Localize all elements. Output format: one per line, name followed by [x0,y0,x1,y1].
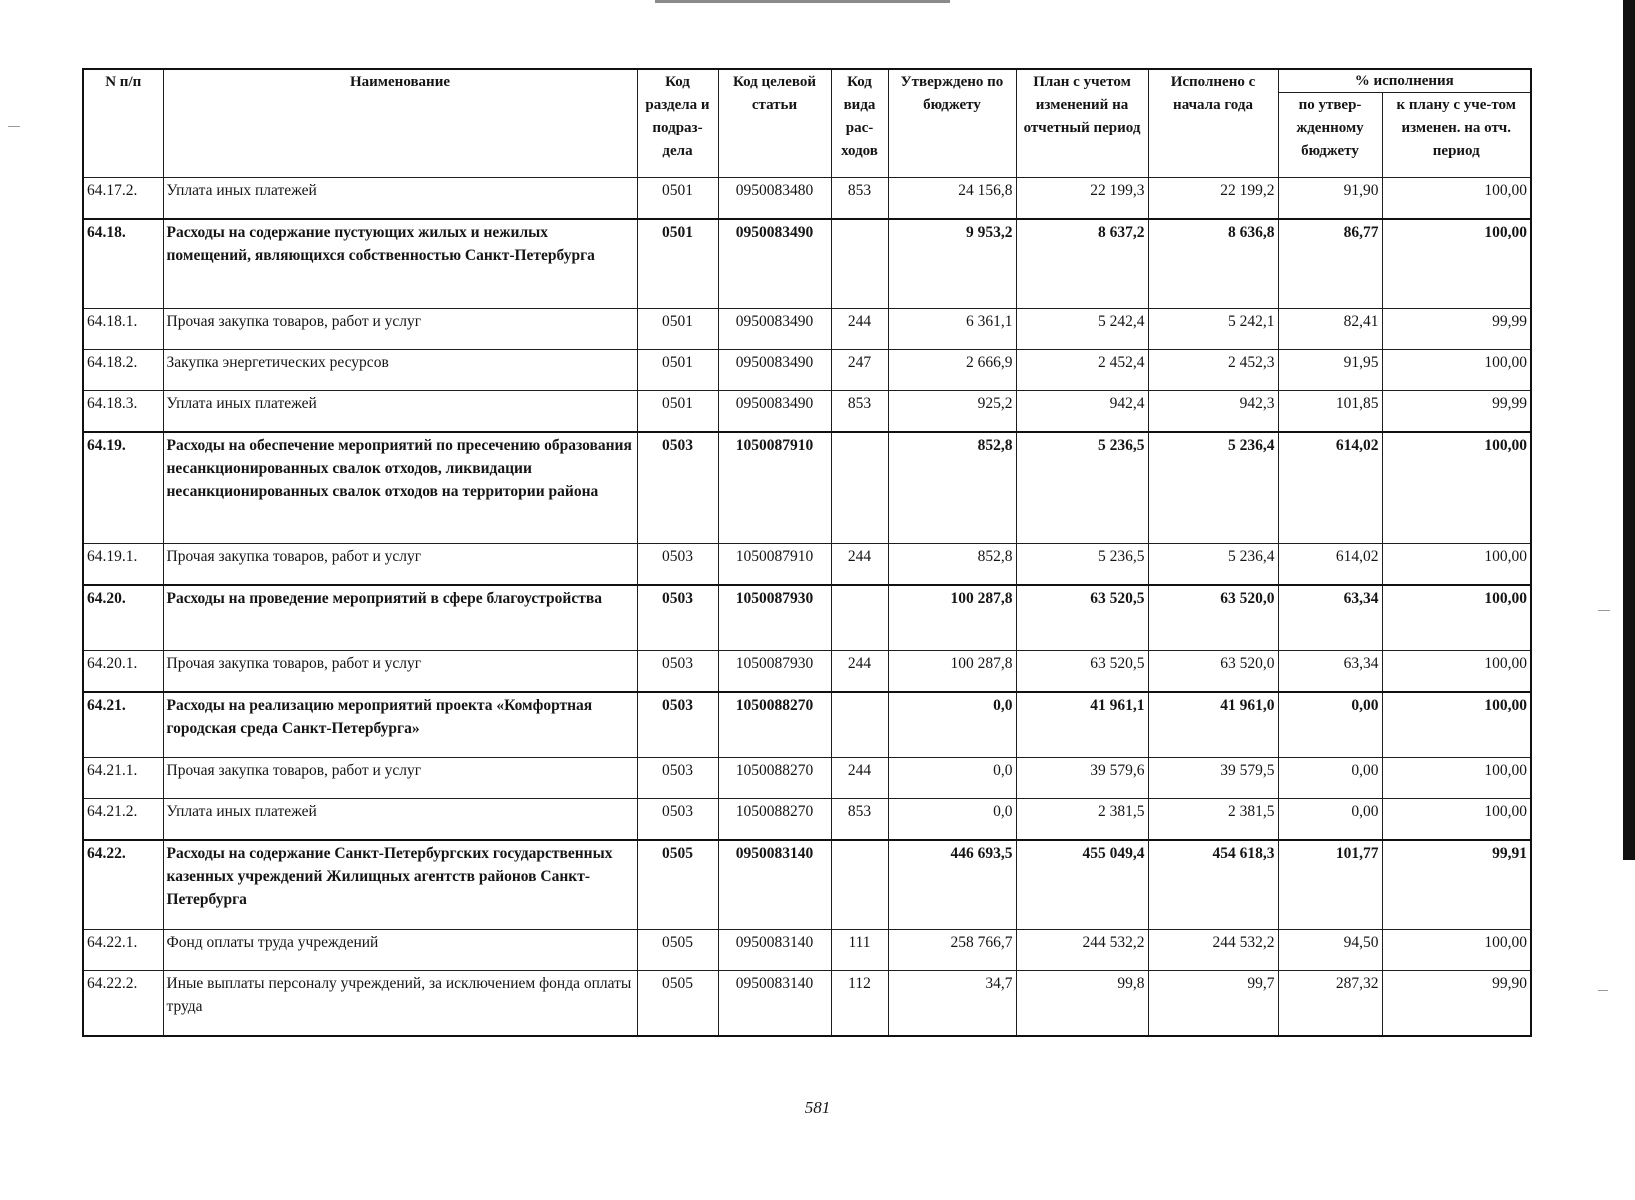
header-plan: План с учетом изменений на отчетный период [1016,69,1148,178]
section-code: 0503 [637,651,718,693]
pct-plan: 100,00 [1382,585,1531,651]
row-number: 64.17.2. [83,178,163,220]
table-row [83,391,1531,433]
target-code: 1050087930 [718,585,831,651]
row-name: Закупка энергетических ресурсов [163,350,637,391]
table-row-section [83,585,1531,651]
expense-kind-code: 112 [831,971,888,1037]
row-name: Расходы на содержание Санкт-Петербургских государственных казенных учреждений Жилищных агентств районов Санкт-Петербурга [163,840,637,930]
header-pct-budget: по утвер-жденному бюджету [1278,93,1382,178]
table-row [83,309,1531,350]
row-number: 64.20. [83,585,163,651]
pct-plan: 99,90 [1382,971,1531,1037]
expense-kind-code [831,219,888,309]
pct-plan: 100,00 [1382,178,1531,220]
table-row [83,178,1531,220]
executed-amount: 454 618,3 [1148,840,1278,930]
approved-amount: 258 766,7 [888,930,1016,971]
approved-amount: 100 287,8 [888,585,1016,651]
target-code: 0950083490 [718,219,831,309]
pct-plan: 100,00 [1382,799,1531,841]
row-name: Прочая закупка товаров, работ и услуг [163,309,637,350]
approved-amount: 6 361,1 [888,309,1016,350]
row-name: Расходы на проведение мероприятий в сфере благоустройства [163,585,637,651]
plan-amount: 5 236,5 [1016,432,1148,544]
executed-amount: 5 236,4 [1148,544,1278,586]
section-code: 0505 [637,930,718,971]
executed-amount: 2 381,5 [1148,799,1278,841]
pct-plan: 100,00 [1382,758,1531,799]
row-name: Прочая закупка товаров, работ и услуг [163,651,637,693]
approved-amount: 0,0 [888,758,1016,799]
header-approved: Утверждено по бюджету [888,69,1016,178]
plan-amount: 39 579,6 [1016,758,1148,799]
row-number: 64.18.2. [83,350,163,391]
pct-budget: 91,95 [1278,350,1382,391]
table-row [83,758,1531,799]
plan-amount: 8 637,2 [1016,219,1148,309]
pct-plan: 100,00 [1382,930,1531,971]
section-code: 0501 [637,391,718,433]
executed-amount: 63 520,0 [1148,585,1278,651]
target-code: 1050088270 [718,758,831,799]
section-code: 0503 [637,692,718,758]
section-code: 0503 [637,585,718,651]
executed-amount: 5 242,1 [1148,309,1278,350]
pct-plan: 99,99 [1382,391,1531,433]
expense-kind-code [831,692,888,758]
target-code: 1050088270 [718,799,831,841]
target-code: 0950083480 [718,178,831,220]
table-row [83,971,1531,1037]
pct-budget: 0,00 [1278,692,1382,758]
approved-amount: 0,0 [888,692,1016,758]
target-code: 1050087930 [718,651,831,693]
executed-amount: 22 199,2 [1148,178,1278,220]
approved-amount: 100 287,8 [888,651,1016,693]
approved-amount: 9 953,2 [888,219,1016,309]
plan-amount: 244 532,2 [1016,930,1148,971]
pct-budget: 0,00 [1278,758,1382,799]
page-number: 581 [804,1098,831,1117]
pct-plan: 100,00 [1382,692,1531,758]
expense-kind-code: 853 [831,799,888,841]
table-row [83,930,1531,971]
pct-budget: 0,00 [1278,799,1382,841]
approved-amount: 24 156,8 [888,178,1016,220]
pct-budget: 101,77 [1278,840,1382,930]
expense-kind-code [831,585,888,651]
expense-kind-code [831,840,888,930]
margin-mark [1598,610,1610,611]
expense-kind-code: 244 [831,544,888,586]
header-pct-plan: к плану с уче-том изменен. на отч. период [1382,93,1531,178]
pct-plan: 99,91 [1382,840,1531,930]
row-number: 64.22.1. [83,930,163,971]
header-expense-kind: Код вида рас-ходов [831,69,888,178]
header-num: N п/п [83,69,163,178]
target-code: 1050087910 [718,544,831,586]
pct-budget: 614,02 [1278,544,1382,586]
expense-kind-code: 244 [831,651,888,693]
row-name: Уплата иных платежей [163,178,637,220]
executed-amount: 39 579,5 [1148,758,1278,799]
executed-amount: 942,3 [1148,391,1278,433]
row-number: 64.19. [83,432,163,544]
table-row-section [83,432,1531,544]
pct-budget: 287,32 [1278,971,1382,1037]
expense-kind-code: 111 [831,930,888,971]
row-number: 64.21. [83,692,163,758]
executed-amount: 5 236,4 [1148,432,1278,544]
pct-budget: 101,85 [1278,391,1382,433]
budget-execution-table [82,68,1532,1037]
executed-amount: 8 636,8 [1148,219,1278,309]
executed-amount: 41 961,0 [1148,692,1278,758]
table-row [83,544,1531,586]
expense-kind-code: 247 [831,350,888,391]
approved-amount: 0,0 [888,799,1016,841]
header-section-code: Код раздела и подраз-дела [637,69,718,178]
row-name: Прочая закупка товаров, работ и услуг [163,758,637,799]
cropped-header-line [655,0,950,9]
executed-amount: 2 452,3 [1148,350,1278,391]
pct-plan: 100,00 [1382,219,1531,309]
approved-amount: 34,7 [888,971,1016,1037]
row-number: 64.18. [83,219,163,309]
approved-amount: 925,2 [888,391,1016,433]
header-target-code: Код целевой статьи [718,69,831,178]
plan-amount: 2 381,5 [1016,799,1148,841]
pct-plan: 100,00 [1382,544,1531,586]
plan-amount: 63 520,5 [1016,585,1148,651]
header-executed: Исполнено с начала года [1148,69,1278,178]
pct-budget: 94,50 [1278,930,1382,971]
row-number: 64.22. [83,840,163,930]
section-code: 0503 [637,432,718,544]
row-name: Расходы на реализацию мероприятий проекта «Комфортная городская среда Санкт-Петербурга» [163,692,637,758]
section-code: 0501 [637,178,718,220]
expense-kind-code: 244 [831,309,888,350]
executed-amount: 244 532,2 [1148,930,1278,971]
table-row-section [83,840,1531,930]
row-name: Расходы на обеспечение мероприятий по пресечению образования несанкционированных свалок отходов, ликвидации несанкционированных свалок отходов на территории района [163,432,637,544]
approved-amount: 446 693,5 [888,840,1016,930]
expense-kind-code: 244 [831,758,888,799]
plan-amount: 22 199,3 [1016,178,1148,220]
pct-plan: 100,00 [1382,350,1531,391]
section-code: 0503 [637,758,718,799]
expense-kind-code: 853 [831,391,888,433]
row-number: 64.18.3. [83,391,163,433]
target-code: 0950083490 [718,309,831,350]
target-code: 0950083140 [718,930,831,971]
target-code: 0950083490 [718,350,831,391]
table-row [83,799,1531,841]
expense-kind-code: 853 [831,178,888,220]
plan-amount: 63 520,5 [1016,651,1148,693]
pct-budget: 63,34 [1278,651,1382,693]
row-name: Уплата иных платежей [163,391,637,433]
target-code: 0950083140 [718,971,831,1037]
row-number: 64.21.1. [83,758,163,799]
executed-amount: 99,7 [1148,971,1278,1037]
target-code: 1050087910 [718,432,831,544]
target-code: 1050088270 [718,692,831,758]
row-number: 64.18.1. [83,309,163,350]
plan-amount: 99,8 [1016,971,1148,1037]
row-name: Фонд оплаты труда учреждений [163,930,637,971]
approved-amount: 2 666,9 [888,350,1016,391]
approved-amount: 852,8 [888,432,1016,544]
row-number: 64.20.1. [83,651,163,693]
table-row [83,350,1531,391]
row-name: Расходы на содержание пустующих жилых и нежилых помещений, являющихся собственностью Санкт-Петербурга [163,219,637,309]
row-number: 64.22.2. [83,971,163,1037]
target-code: 0950083140 [718,840,831,930]
margin-mark [8,126,20,127]
pct-budget: 86,77 [1278,219,1382,309]
plan-amount: 5 236,5 [1016,544,1148,586]
plan-amount: 942,4 [1016,391,1148,433]
table-row [83,651,1531,693]
pct-budget: 614,02 [1278,432,1382,544]
plan-amount: 5 242,4 [1016,309,1148,350]
section-code: 0503 [637,799,718,841]
header-name: Наименование [163,69,637,178]
table-row-section [83,219,1531,309]
section-code: 0501 [637,219,718,309]
approved-amount: 852,8 [888,544,1016,586]
row-name: Прочая закупка товаров, работ и услуг [163,544,637,586]
expense-kind-code [831,432,888,544]
pct-budget: 82,41 [1278,309,1382,350]
header-percent-group: % исполнения [1278,69,1531,93]
scan-edge [1623,0,1635,860]
table-row-section [83,692,1531,758]
pct-budget: 91,90 [1278,178,1382,220]
row-name: Иные выплаты персоналу учреждений, за исключением фонда оплаты труда [163,971,637,1037]
section-code: 0501 [637,309,718,350]
row-number: 64.21.2. [83,799,163,841]
section-code: 0505 [637,840,718,930]
pct-budget: 63,34 [1278,585,1382,651]
target-code: 0950083490 [718,391,831,433]
plan-amount: 2 452,4 [1016,350,1148,391]
section-code: 0503 [637,544,718,586]
pct-plan: 99,99 [1382,309,1531,350]
executed-amount: 63 520,0 [1148,651,1278,693]
section-code: 0501 [637,350,718,391]
row-name: Уплата иных платежей [163,799,637,841]
pct-plan: 100,00 [1382,651,1531,693]
row-number: 64.19.1. [83,544,163,586]
plan-amount: 41 961,1 [1016,692,1148,758]
pct-plan: 100,00 [1382,432,1531,544]
margin-mark [1598,990,1608,991]
plan-amount: 455 049,4 [1016,840,1148,930]
section-code: 0505 [637,971,718,1037]
